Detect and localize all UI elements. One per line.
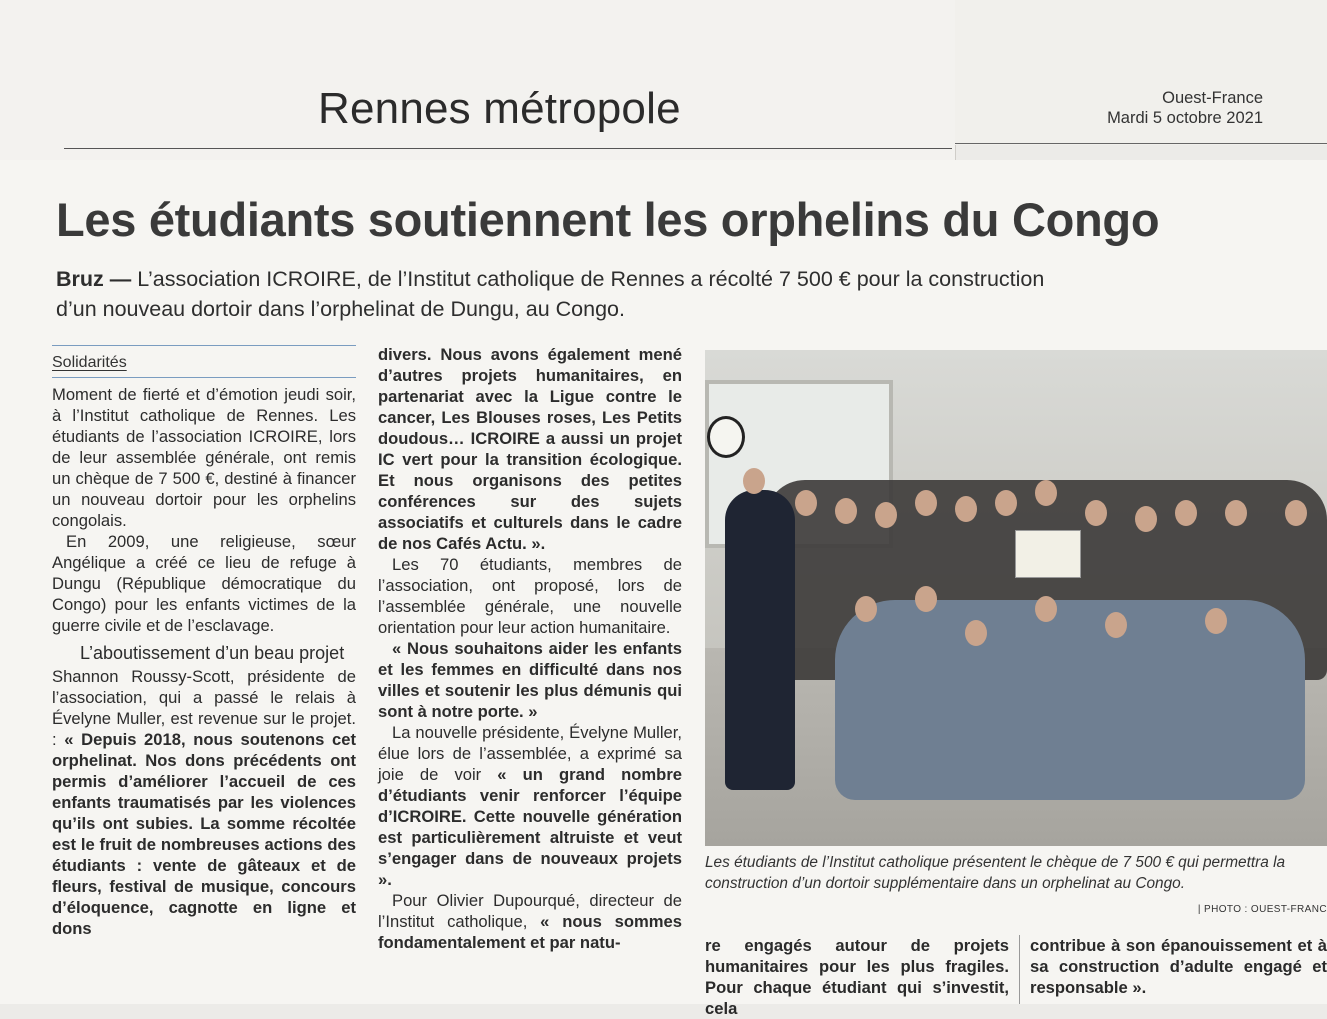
rubric-label: Solidarités [52,345,356,378]
article-lead [56,264,1056,324]
publication-date: Mardi 5 octobre 2021 [1107,109,1263,127]
column-2 [378,344,682,953]
quote-text: « Nous souhaitons aider les enfants et les femmes en difficulté dans nos villes et soutenir les plus démunis qui sont à notre porte. » [378,639,682,721]
quote-text: « Depuis 2018, nous soutenons cet orphelinat. Nos dons précédents ont permis d’améliorer l’accueil de ces enfants traumatisés par les violences qu’ils ont subies. La somme récoltée est le fruit de nombreuses actions des étudiants : vente de gâteaux et de fleurs, festival de musique, concours d’éloquence, cagnotte en ligne et dons [52,730,356,938]
lead-text: L’association ICROIRE, de l’Institut catholique de Rennes a récolté 7 500 € pour la construction d’un nouveau dortoir dans l’orphelinat de Dungu, au Congo. [56,267,1045,321]
subheading: L’aboutissement d’un beau projet [80,643,345,663]
newspaper-masthead [1107,88,1263,128]
quote-text: « un grand nombre d’étudiants venir renforcer l’équipe d’ICROIRE. Cette nouvelle génération est particulièrement altruiste et veut s’engager dans de nouveaux projets ». [378,765,683,889]
photo-group-front [835,600,1305,800]
photo-cheque [1015,530,1081,578]
paragraph [52,666,356,939]
header-clipping [0,0,955,160]
dateline: Bruz — [56,267,132,291]
newspaper-name: Ouest-France [1162,89,1263,107]
paragraph: En 2009, une religieuse, sœur Angélique a créé ce lieu de refuge à Dungu (République démocratique du Congo) pour les enfants victimes de la guerre civile et de l’esclavage. [52,532,356,635]
quote-text: divers. Nous avons également mené d’autres projets humanitaires, en partenariat avec la Ligue contre le cancer, Les Blouses roses, Les Petits doudous… ICROIRE a aussi un projet IC vert pour la transition écologique. Et nous organisons des petites conférences sur des sujets associatifs et culturels dans le cadre de nos Cafés Actu. ». [378,345,682,553]
column-4: contribue à son épanouissement et à sa construction d’adulte engagé et responsable ». [1030,936,1327,997]
paragraph-text: Pour Olivier Dupourqué, directeur de l’Institut catholique, [378,891,682,931]
paragraph [378,890,682,953]
column-1 [52,345,356,939]
header-rule [64,148,952,149]
quote-text: « nous sommes fondamentalement et par natu- [378,912,682,952]
column-divider [1019,935,1020,1004]
photo-caption: Les étudiants de l’Institut catholique présentent le chèque de 7 500 € qui permettra la construction d’un dortoir supplémentaire dans un orphelinat au Congo. [705,854,1286,892]
paragraph-text: Shannon Roussy-Scott, présidente de l’association, qui a passé le relais à Évelyne Muller, est revenue sur le projet. : [52,667,356,749]
article-photo [705,350,1327,846]
column-3: re engagés autour de projets humanitaires pour les plus fragiles. Pour chaque étudiant qui s’investit, cela [705,936,1009,1018]
header-rule-right [955,143,1327,144]
photo-credit: | PHOTO : OUEST-FRANC [1197,904,1327,915]
paragraph: Les 70 étudiants, membres de l’association, ont proposé, lors de l’assemblée générale, une nouvelle orientation pour leur action humanitaire. [378,555,682,637]
paragraph: Moment de fierté et d’émotion jeudi soir, à l’Institut catholique de Rennes. Les étudiants de l’association ICROIRE, lors de leur assemblée générale, ont remis un chèque de 7 500 €, destiné à financer un nouveau dortoir pour les orphelins congolais. [52,385,356,530]
photo-person-director [725,490,795,790]
section-title: Rennes métropole [318,84,681,133]
paragraph-text: La nouvelle présidente, Évelyne Muller, élue lors de l’assemblée, a exprimé sa joie de voir [378,723,682,784]
article-headline: Les étudiants soutiennent les orphelins du Congo [56,193,1160,246]
paragraph [378,722,682,890]
clock-icon [707,416,745,458]
